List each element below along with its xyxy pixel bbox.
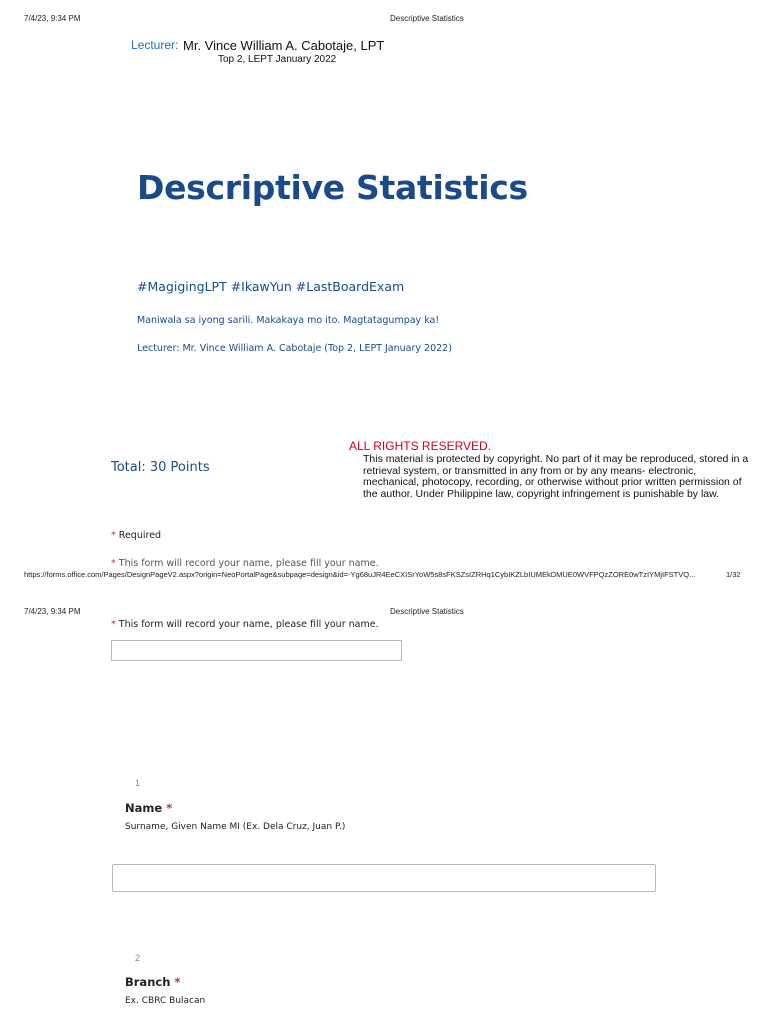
question-2-label bbox=[125, 975, 180, 989]
rights-heading: ALL RIGHTS RESERVED. bbox=[349, 439, 492, 453]
lecturer-line: Lecturer: Mr. Vince William A. Cabotaje (Top 2, LEPT January 2022) bbox=[137, 343, 452, 354]
record-star: * bbox=[111, 619, 116, 630]
record-name-input[interactable] bbox=[111, 640, 402, 661]
record-notice-clipped: * This form will record your name, please fill your name. bbox=[111, 558, 379, 569]
page-footer-number: 1/32 bbox=[726, 570, 741, 579]
hashtags: #MagigingLPT #IkawYun #LastBoardExam bbox=[137, 279, 405, 294]
motto: Maniwala sa iyong sarili. Makakaya mo ito. Magtatagumpay ka! bbox=[137, 315, 440, 326]
page-header-title: Descriptive Statistics bbox=[390, 14, 464, 23]
required-label: Required bbox=[118, 530, 162, 541]
lecturer-label: Lecturer: bbox=[131, 38, 179, 52]
question-1-label bbox=[125, 801, 172, 815]
question-1-number: 1 bbox=[135, 778, 141, 788]
lecturer-credential: Top 2, LEPT January 2022 bbox=[218, 54, 337, 65]
page-footer-url: https://forms.office.com/Pages/DesignPageV2.aspx?origin=NeoPortalPage&subpage=design&id=-Yg68uJR4EeCXISrYoW5s8sFKSZsIZRHq1CybIKZLbIUMEkDMUE0WVFPQzZORE0wTzIYMjIFSTVQ... bbox=[24, 570, 696, 579]
page-header-datetime: 7/4/23, 9:34 PM bbox=[24, 14, 81, 23]
required-star: * bbox=[111, 530, 116, 541]
page2-header-datetime: 7/4/23, 9:34 PM bbox=[24, 607, 81, 616]
question-1-required-star: * bbox=[166, 801, 173, 815]
question-1-label-text: Name bbox=[125, 801, 163, 815]
question-1-hint: Surname, Given Name MI (Ex. Dela Cruz, Juan P.) bbox=[125, 822, 346, 832]
page2-header-title: Descriptive Statistics bbox=[390, 607, 464, 616]
page-break-clip bbox=[0, 555, 768, 569]
question-2-required-star: * bbox=[174, 975, 181, 989]
total-points: Total: 30 Points bbox=[111, 460, 210, 475]
required-note bbox=[111, 530, 161, 541]
form-title: Descriptive Statistics bbox=[137, 168, 528, 207]
copyright-notice: This material is protected by copyright. No part of it may be reproduced, stored in a retrieval system, or transmitted in any from or by any means- electronic, mechanical, photocopy, recording, or otherwise without prior written permission of the author. Under Philippine law, copyright infringement is punishable by law. bbox=[363, 453, 749, 501]
record-notice-text: This form will record your name, please fill your name. bbox=[118, 619, 379, 630]
lecturer-name: Mr. Vince William A. Cabotaje, LPT bbox=[183, 38, 385, 53]
question-2-label-text: Branch bbox=[125, 975, 171, 989]
question-2-hint: Ex. CBRC Bulacan bbox=[125, 996, 206, 1006]
question-2-number: 2 bbox=[135, 953, 141, 963]
record-notice bbox=[111, 619, 379, 630]
name-answer-input[interactable] bbox=[112, 864, 656, 892]
